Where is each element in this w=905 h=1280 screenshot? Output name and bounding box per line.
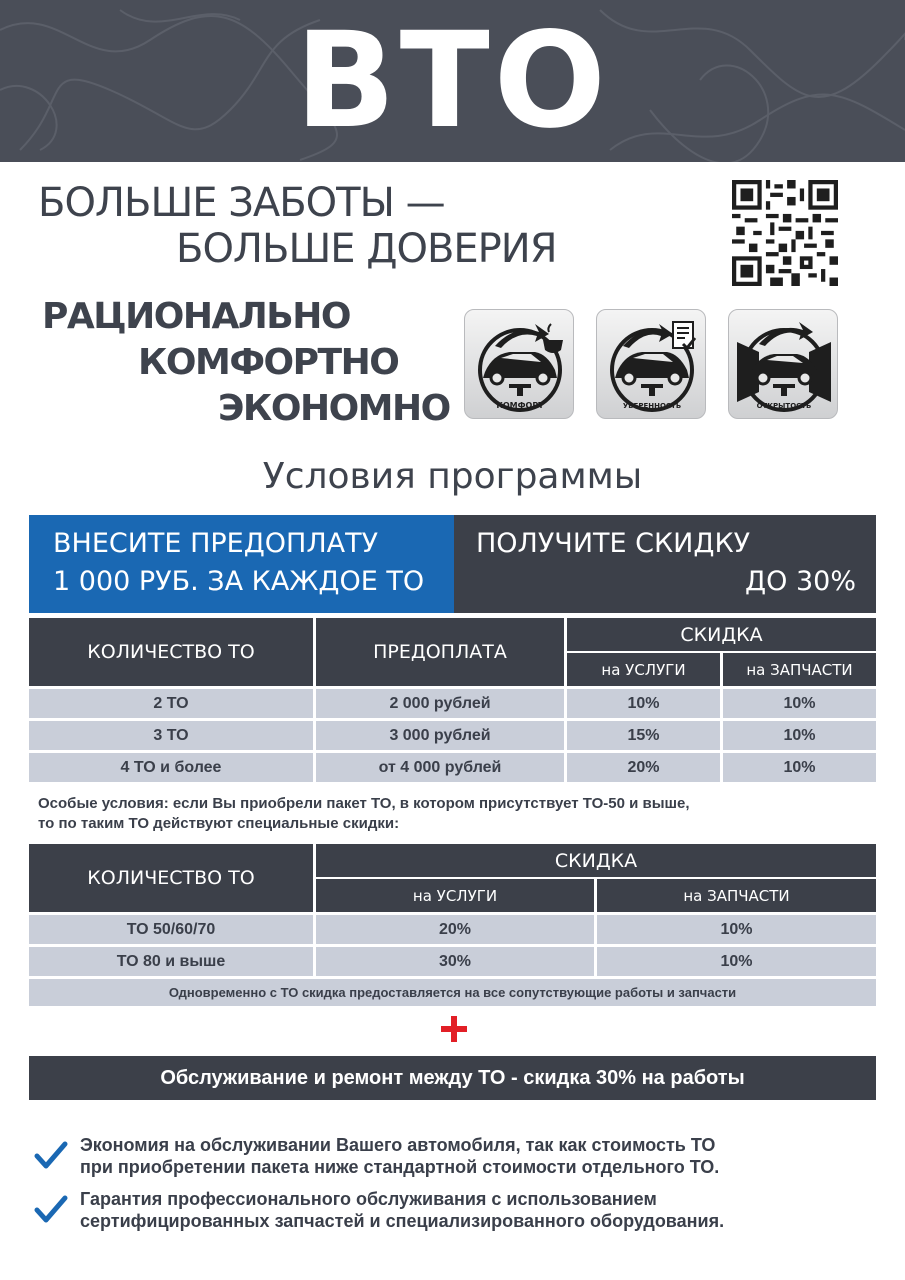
table2-header-parts: на ЗАПЧАСТИ [597,879,876,912]
check-item-line-2: при приобретении пакета ниже стандартной стоимости отдельного ТО. [80,1157,720,1177]
table-row-services: 30% [316,947,594,976]
special-conditions-note [38,794,878,834]
table-row-parts: 10% [723,689,876,718]
table1-header-prepay: ПРЕДОПЛАТА [316,618,564,686]
table-row-count: 2 ТО [29,689,313,718]
benefit-rational: РАЦИОНАЛЬНО [42,296,350,337]
badge-confidence [596,309,706,419]
table-row-prepay: от 4 000 рублей [316,753,564,782]
table-row-services: 20% [316,915,594,944]
promo-prepay [29,515,454,613]
brand-title: ВТО [295,4,610,158]
table-row-parts: 10% [597,947,876,976]
plus-icon [437,1012,471,1046]
repair-discount-banner: Обслуживание и ремонт между ТО - скидка 30% на работы [29,1056,876,1100]
table-row-services: 10% [567,689,720,718]
table-row-count: ТО 80 и выше [29,947,313,976]
header-banner [0,0,905,162]
promo-discount [454,515,876,613]
badge-label-comfort: КОМФОРТ [496,401,544,410]
badge-comfort [464,309,574,419]
badge-openness [728,309,838,419]
qr-code[interactable] [732,180,838,286]
table-row-services: 20% [567,753,720,782]
slogan-line-1: БОЛЬШЕ ЗАБОТЫ — [38,180,445,226]
checkmark-icon [34,1140,68,1170]
promo-discount-line-1: ПОЛУЧИТЕ СКИДКУ [476,528,751,559]
promo-discount-line-2: ДО 30% [745,566,856,597]
table-row-parts: 10% [597,915,876,944]
special-note-line-2: то по таким ТО действуют специальные скидки: [38,815,400,832]
table2-footer-note: Одновременно с ТО скидка предоставляется на все сопутствующие работы и запчасти [29,979,876,1006]
table1-header-count: КОЛИЧЕСТВО ТО [29,618,313,686]
table-row-parts: 10% [723,753,876,782]
benefit-comfort: КОМФОРТНО [138,342,399,383]
table-row-count: ТО 50/60/70 [29,915,313,944]
slogan-line-2: БОЛЬШЕ ДОВЕРИЯ [176,226,557,272]
special-note-line-1: Особые условия: если Вы приобрели пакет ТО, в котором присутствует ТО-50 и выше, [38,795,690,812]
checkmark-icon [34,1194,68,1224]
badge-label-openness: ОТКРЫТОСТЬ [756,402,812,410]
table1-header-discount: СКИДКА [567,618,876,651]
benefit-economy: ЭКОНОМНО [218,388,450,429]
table1-header-services: на УСЛУГИ [567,653,720,686]
table2-header-count: КОЛИЧЕСТВО ТО [29,844,313,912]
table-row-prepay: 3 000 рублей [316,721,564,750]
promo-prepay-line-1: ВНЕСИТЕ ПРЕДОПЛАТУ [53,528,379,559]
table2-header-services: на УСЛУГИ [316,879,594,912]
table-row-count: 3 ТО [29,721,313,750]
badge-label-confidence: УВЕРЕННОСТЬ [622,402,682,410]
check-item-line-1: Экономия на обслуживании Вашего автомобиля, так как стоимость ТО [80,1135,716,1155]
benefit-check-item [80,1134,880,1178]
table1-header-parts: на ЗАПЧАСТИ [723,653,876,686]
check-item-line-1: Гарантия профессионального обслуживания с использованием [80,1189,657,1209]
table-row-parts: 10% [723,721,876,750]
section-title: Условия программы [262,456,643,497]
table-row-count: 4 ТО и более [29,753,313,782]
check-item-line-2: сертифицированных запчастей и специализированного оборудования. [80,1211,725,1231]
table2-header-discount: СКИДКА [316,844,876,877]
table-row-prepay: 2 000 рублей [316,689,564,718]
promo-prepay-line-2: 1 000 РУБ. ЗА КАЖДОЕ ТО [53,566,425,597]
table-row-services: 15% [567,721,720,750]
benefit-check-item [80,1188,880,1232]
